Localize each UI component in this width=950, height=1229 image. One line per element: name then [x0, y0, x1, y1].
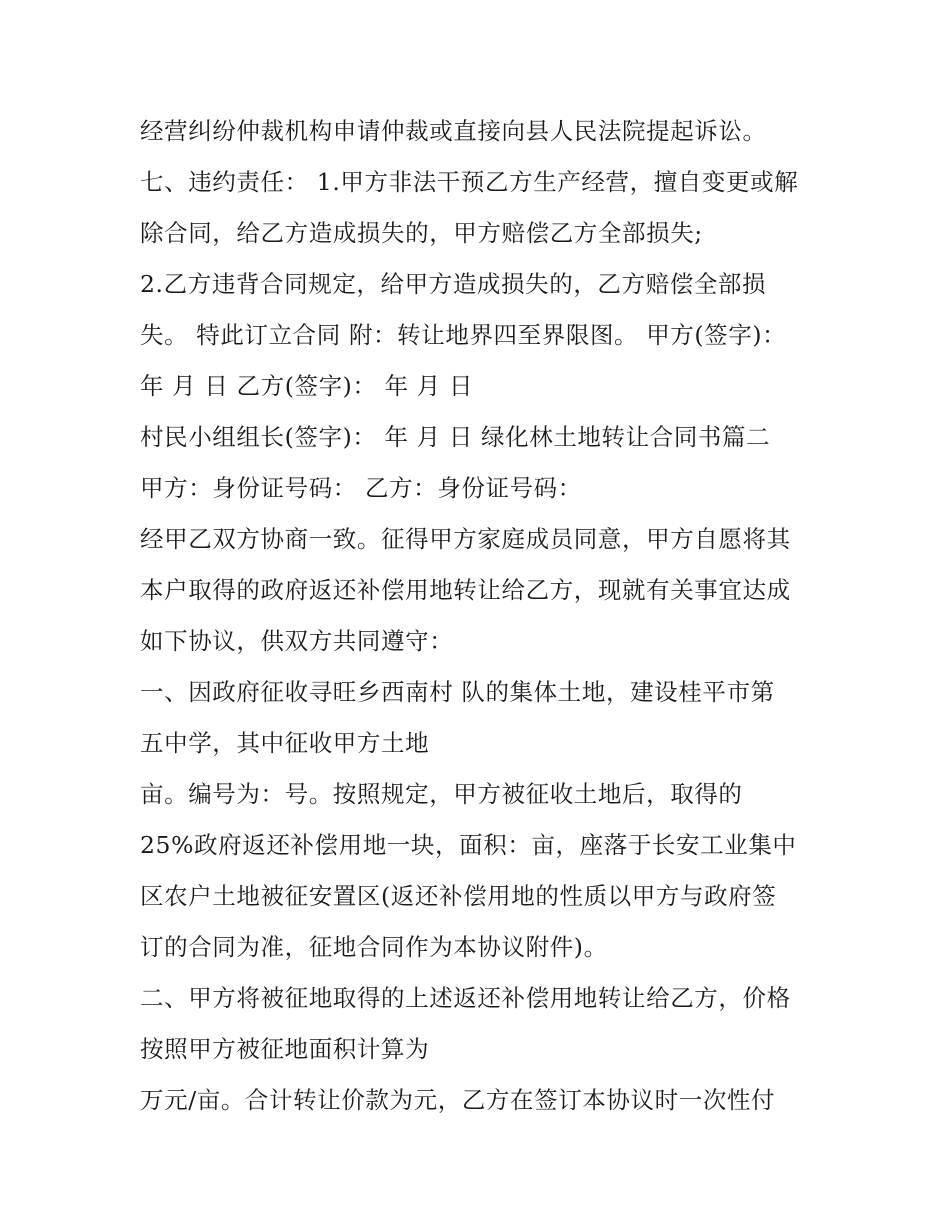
text-line: 2.乙方违背合同规定，给甲方造成损失的，乙方赔偿全部损: [140, 270, 767, 298]
text-line: 订的合同为准，征地合同作为本协议附件)。: [140, 933, 608, 961]
text-line: 五中学，其中征收甲方土地: [140, 729, 430, 757]
text-line: 村民小组组长(签字)： 年 月 日 绿化林土地转让合同书篇二: [140, 423, 771, 451]
text-line: 二、甲方将被征地取得的上述返还补偿用地转让给乙方，价格: [140, 984, 791, 1012]
text-line: 亩。编号为：号。按照规定，甲方被征收土地后，取得的: [140, 780, 743, 808]
text-line: 甲方：身份证号码： 乙方：身份证号码：: [140, 474, 582, 502]
document-body: [140, 106, 820, 1126]
text-line: 区农户土地被征安置区(返还补偿用地的性质以甲方与政府签: [140, 882, 777, 910]
text-line: 除合同，给乙方造成损失的，甲方赔偿乙方全部损失;: [140, 219, 703, 247]
text-line: 失。 特此订立合同 附：转让地界四至界限图。 甲方(签字)：: [140, 321, 787, 349]
text-line: 万元/亩。合计转让价款为元，乙方在签订本协议时一次性付: [140, 1086, 776, 1114]
text-line: 25%政府返还补偿用地一块，面积：亩，座落于长安工业集中: [140, 831, 797, 859]
text-line: 本户取得的政府返还补偿用地转让给乙方，现就有关事宜达成: [140, 576, 791, 604]
text-line: 一、因政府征收寻旺乡西南村 队的集体土地，建设桂平市第: [140, 678, 775, 706]
text-line: 经营纠纷仲裁机构申请仲裁或直接向县人民法院提起诉讼。: [140, 117, 767, 145]
text-line: 如下协议，供双方共同遵守：: [140, 627, 454, 655]
text-line: 年 月 日 乙方(签字)： 年 月 日: [140, 372, 474, 400]
text-line: 七、违约责任： 1.甲方非法干预乙方生产经营，擅自变更或解: [140, 168, 799, 196]
text-line: 经甲乙双方协商一致。征得甲方家庭成员同意，甲方自愿将其: [140, 525, 791, 553]
text-line: 按照甲方被征地面积计算为: [140, 1035, 430, 1063]
